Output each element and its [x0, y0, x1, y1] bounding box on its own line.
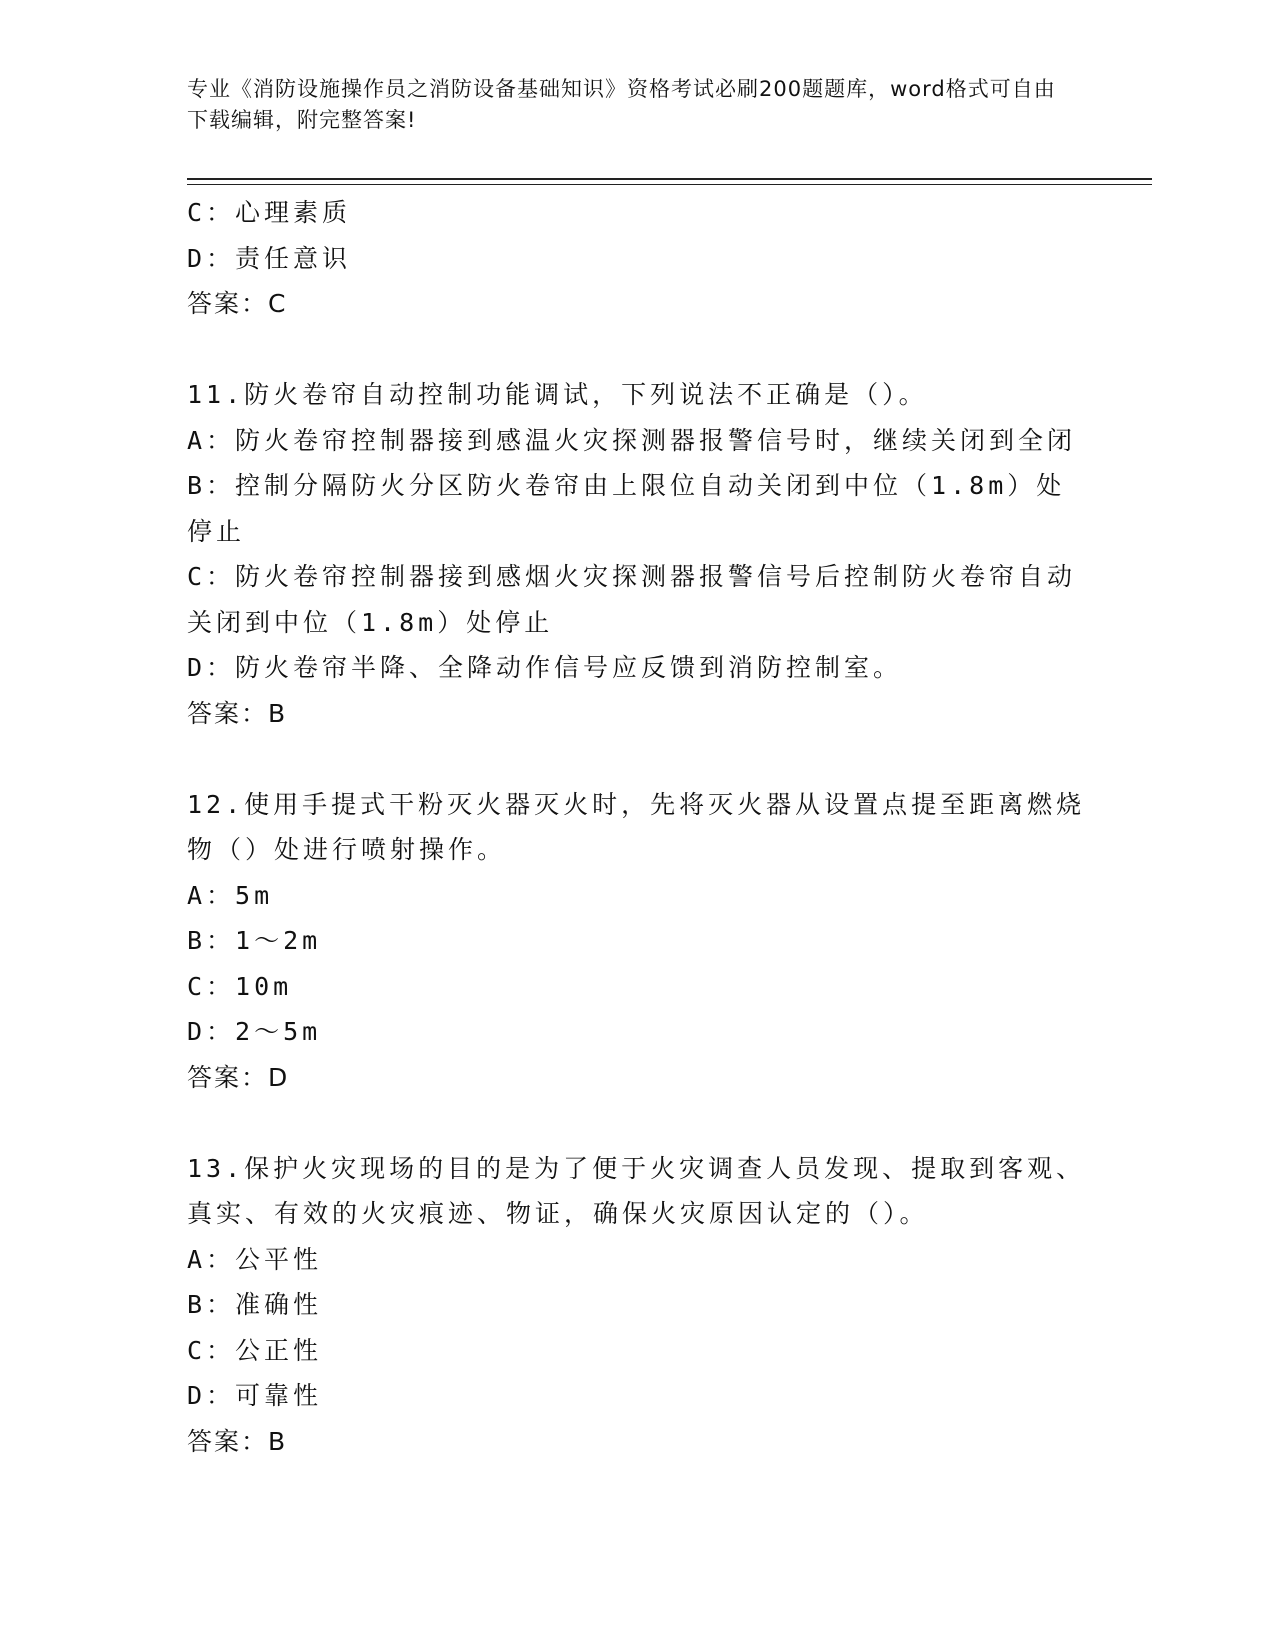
- question-12: [187, 782, 1087, 1101]
- option-a: A：5m: [187, 880, 274, 910]
- option-d: D：可靠性: [187, 1381, 323, 1410]
- question-11: [187, 372, 1087, 736]
- option-d: D：2～5m: [187, 1017, 322, 1046]
- option-c: C：10m: [187, 971, 293, 1001]
- question-content: [187, 190, 1087, 1464]
- option-d: D：防火卷帘半降、全降动作信号应反馈到消防控制室。: [187, 653, 903, 682]
- question-stem: 11.防火卷帘自动控制功能调试，下列说法不正确是（）。: [187, 380, 928, 409]
- header-divider: [187, 178, 1152, 180]
- document-header: 专业《消防设施操作员之消防设备基础知识》资格考试必刷200题题库，word格式可自由下载编辑，附完整答案!: [187, 77, 1056, 132]
- question-stem: 13.保护火灾现场的目的是为了便于火灾调查人员发现、提取到客观、真实、有效的火灾痕迹、物证，确保火灾原因认定的（）。: [187, 1153, 1086, 1228]
- option-b: B：准确性: [187, 1290, 323, 1319]
- answer-line: 答案：B: [187, 698, 288, 728]
- answer-line: 答案：D: [187, 1062, 290, 1092]
- option-a: A：公平性: [187, 1244, 323, 1274]
- option-b: B：控制分隔防火分区防火卷帘由上限位自动关闭到中位（1.8m）处停止: [187, 471, 1066, 546]
- question-stem: 12.使用手提式干粉灭火器灭火时，先将灭火器从设置点提至距离燃烧物（）处进行喷射操作。: [187, 789, 1086, 864]
- option-d: D：责任意识: [187, 243, 352, 273]
- spacer: [187, 327, 1087, 373]
- question-13: [187, 1146, 1087, 1465]
- spacer: [187, 736, 1087, 782]
- spacer: [187, 1100, 1087, 1146]
- header-divider-thin: [187, 184, 1152, 185]
- option-b: B：1～2m: [187, 926, 322, 955]
- option-c: C：心理素质: [187, 198, 352, 227]
- option-a: A：防火卷帘控制器接到感温火灾探测器报警信号时，继续关闭到全闭: [187, 425, 1077, 455]
- carryover-question: [187, 190, 1087, 327]
- option-c: C：公正性: [187, 1335, 323, 1365]
- answer-line: 答案：B: [187, 1426, 288, 1456]
- answer-line: 答案：C: [187, 289, 288, 318]
- option-c: C：防火卷帘控制器接到感烟火灾探测器报警信号后控制防火卷帘自动关闭到中位（1.8m）处停止: [187, 562, 1077, 637]
